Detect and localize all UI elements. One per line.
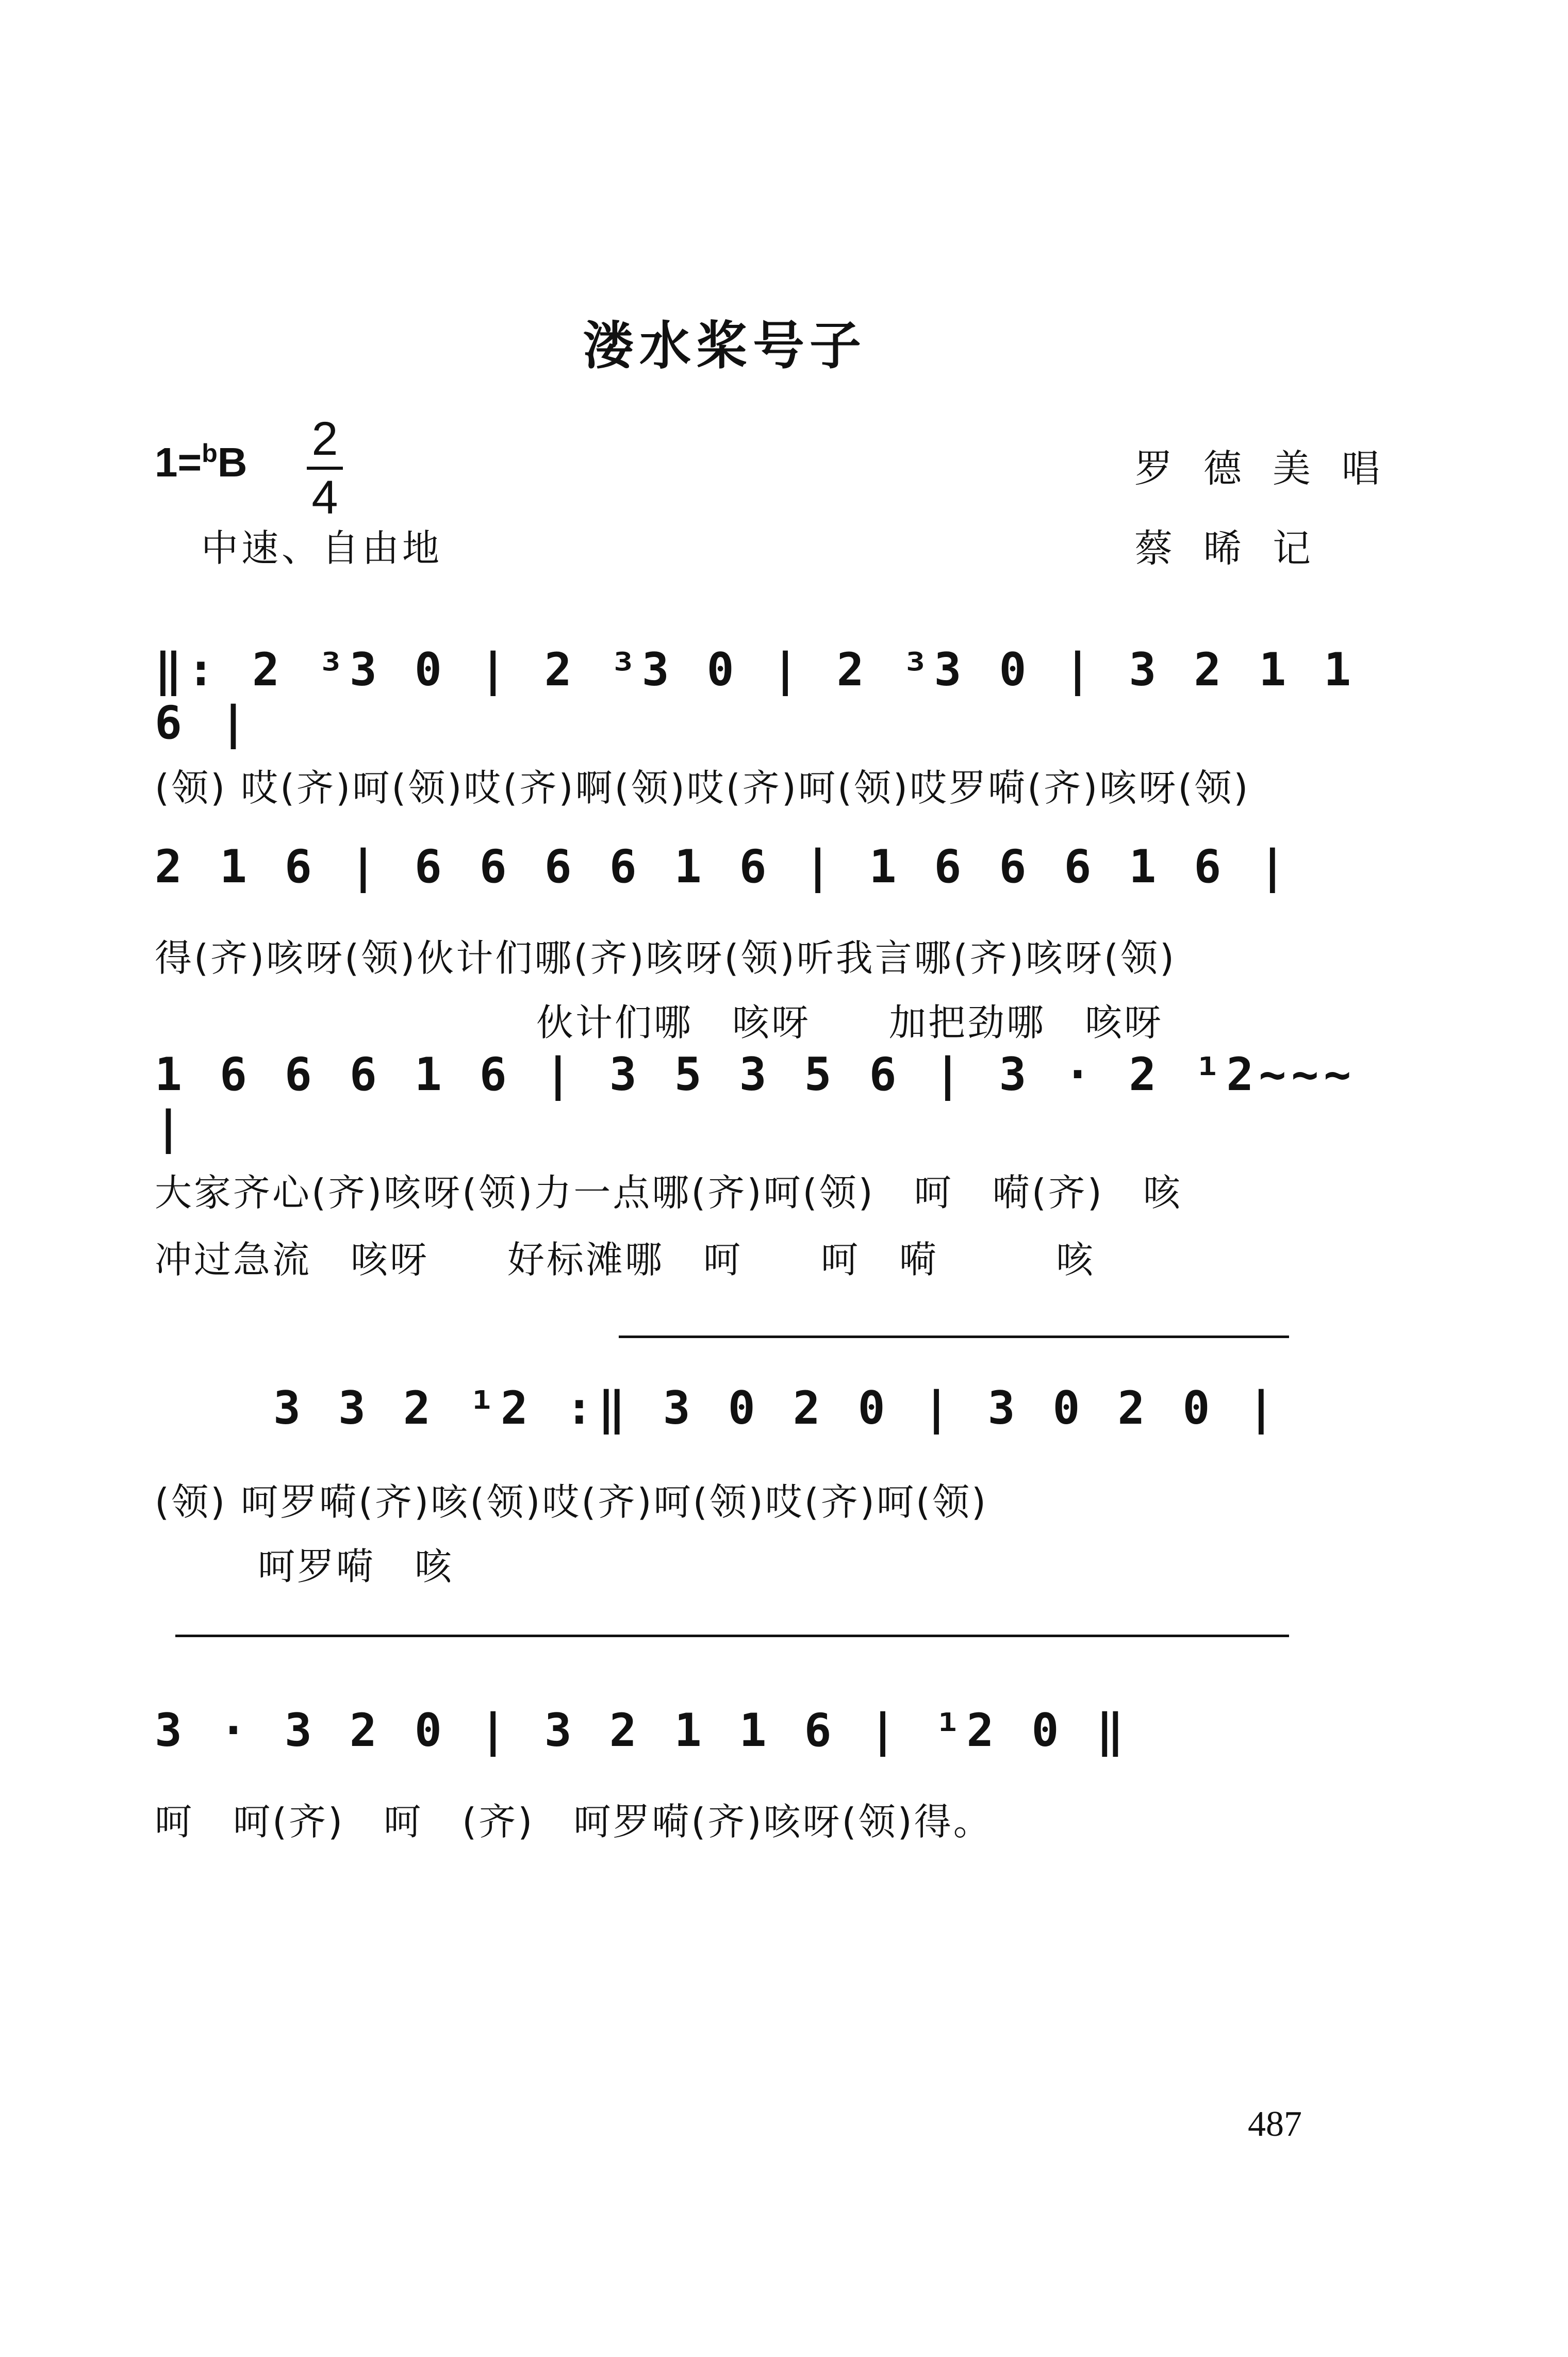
key-note: B [217, 439, 247, 485]
key-signature [155, 438, 247, 486]
notation-row-4: 3 3 2 ¹2 :‖ 3 0 2 0 | 3 0 2 0 | [273, 1381, 1280, 1435]
key-flat: b [202, 439, 218, 468]
notation-row-1: ‖: 2 ³3 0 | 2 ³3 0 | 2 ³3 0 | 3 2 1 1 6 | [155, 643, 1357, 749]
lyrics-row-4: (领) 呵罗嗬(齐)咳(领)哎(齐)呵(领)哎(齐)呵(领) [155, 1480, 988, 1524]
lyrics-row-4b: 呵罗嗬 咳 [258, 1545, 454, 1588]
fermata-extension-line [619, 1336, 1289, 1338]
page-title: 溇水桨号子 [583, 316, 866, 376]
page-number: 487 [1248, 2104, 1302, 2144]
lyrics-row-2: 得(齐)咳呀(领)伙计们哪(齐)咳呀(领)听我言哪(齐)咳呀(领) [155, 936, 1177, 980]
notation-row-2: 2 1 6 | 6 6 6 6 1 6 | 1 6 6 6 1 6 | [155, 839, 1292, 893]
time-top: 2 [311, 413, 338, 465]
lyrics-row-5: 呵 呵(齐) 呵 (齐) 呵罗嗬(齐)咳呀(领)得。 [155, 1800, 993, 1843]
time-bottom: 4 [311, 471, 338, 524]
lyrics-row-2b: 伙计们哪 咳呀 加把劲哪 咳呀 [536, 1001, 1164, 1044]
time-bar [307, 467, 343, 470]
lyrics-row-1: (领) 哎(齐)呵(领)哎(齐)啊(领)哎(齐)呵(领)哎罗嗬(齐)咳呀(领) [155, 766, 1250, 810]
time-signature [307, 413, 343, 524]
singer-credit: 罗德美唱 [1134, 447, 1411, 491]
fermata-extension-line-2 [175, 1635, 1289, 1637]
notation-row-5: 3 · 3 2 0 | 3 2 1 1 6 | ¹2 0 ‖ [155, 1703, 1129, 1757]
tempo-marking: 中速、自由地 [201, 526, 443, 570]
lyrics-row-3b: 冲过急流 咳呀 好标滩哪 呵 呵 嗬 咳 [155, 1238, 1096, 1281]
key-prefix: 1= [155, 439, 202, 485]
recorder-credit: 蔡晞记 [1134, 526, 1342, 571]
lyrics-row-3: 大家齐心(齐)咳呀(领)力一点哪(齐)呵(领) 呵 嗬(齐) 咳 [155, 1171, 1182, 1214]
notation-row-3: 1 6 6 6 1 6 | 3 5 3 5 6 | 3 · 2 ¹2~~~ | [155, 1048, 1357, 1154]
